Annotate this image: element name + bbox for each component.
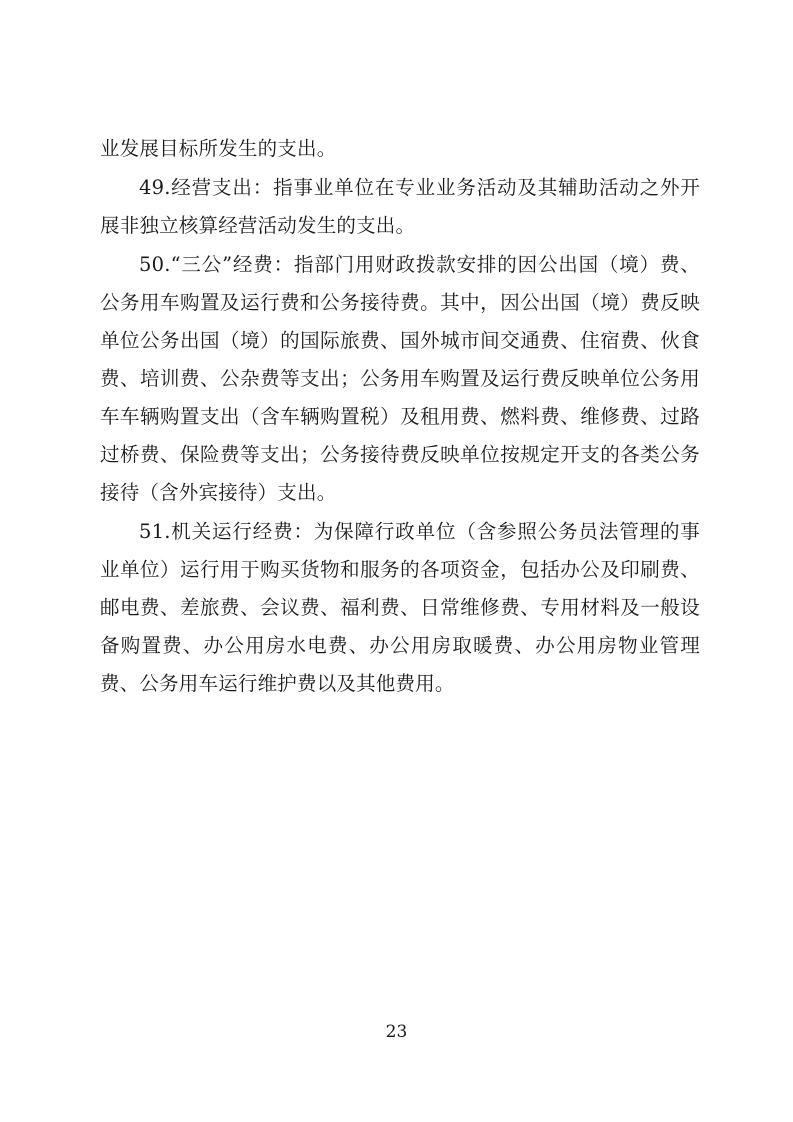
document-body (100, 130, 700, 704)
paragraph-item-51: 51.机关运行经费：为保障行政单位（含参照公务员法管理的事业单位）运行用于购买货物和服务的各项资金，包括办公及印刷费、邮电费、差旅费、会议费、福利费、日常维修费、专用材料及一般设备购置费、办公用房水电费、办公用房取暖费、办公用房物业管理费、公务用车运行维护费以及其他费用。 (100, 520, 700, 695)
paragraph-continuation: 业发展目标所发生的支出。 (100, 137, 337, 160)
page-number: 23 (385, 1022, 408, 1042)
paragraph-item-49: 49.经营支出：指事业单位在专业业务活动及其辅助活动之外开展非独立核算经营活动发生的支出。 (100, 176, 700, 237)
paragraph-item-50: 50.“三公”经费：指部门用财政拨款安排的因公出国（境）费、公务用车购置及运行费和公务接待费。其中，因公出国（境）费反映单位公务出国（境）的国际旅费、国外城市间交通费、住宿费、伙食费、培训费、公杂费等支出；公务用车购置及运行费反映单位公务用车车辆购置支出（含车辆购置税）及租用费、燃料费、维修费、过路过桥费、保险费等支出；公务接待费反映单位按规定开支的各类公务接待（含外宾接待）支出。 (100, 253, 700, 504)
